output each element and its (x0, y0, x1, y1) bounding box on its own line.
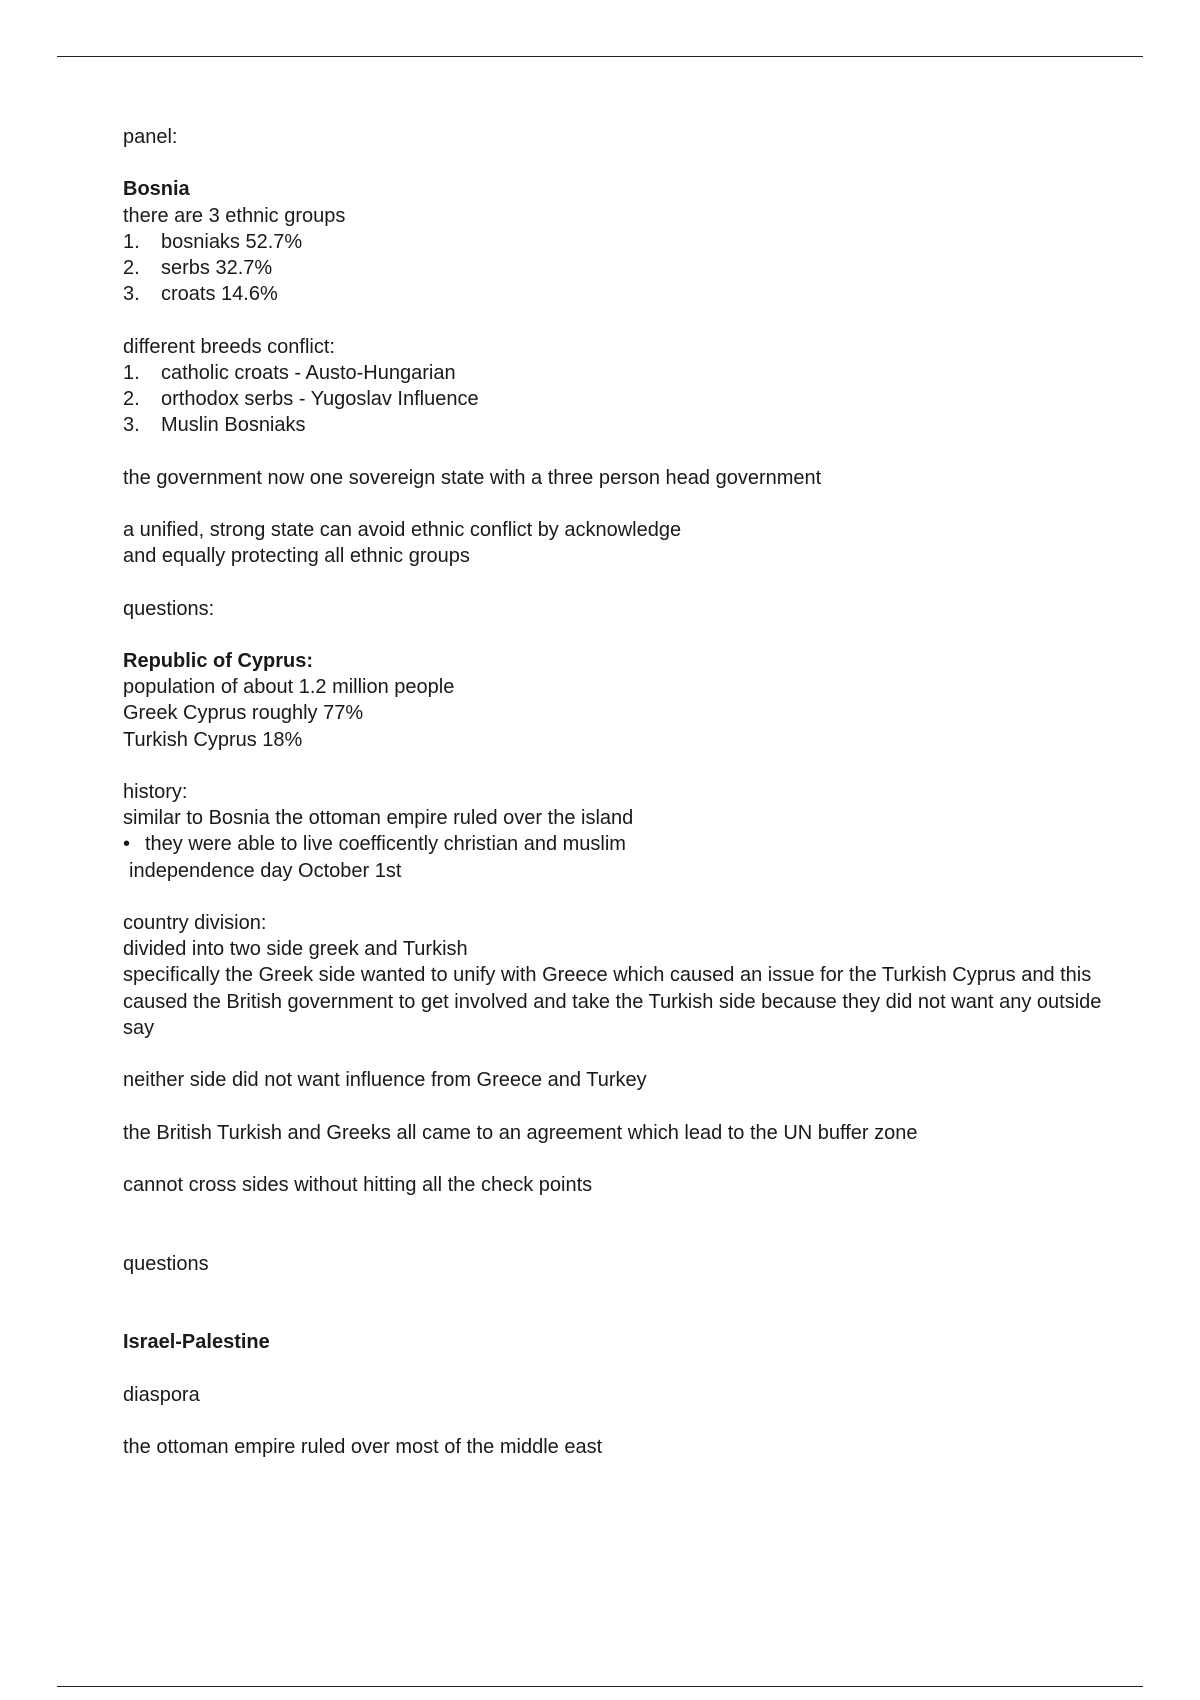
list-item: 2. orthodox serbs - Yugoslav Influence (123, 388, 479, 410)
history-label: history: (123, 780, 188, 803)
bosnia-questions: questions: (123, 597, 215, 620)
list-item: 2. serbs 32.7% (123, 257, 273, 279)
bullet-icon: • (123, 833, 131, 856)
unified-text-2: and equally protecting all ethnic groups (123, 545, 470, 568)
top-rule (57, 56, 1143, 57)
checkpoints-text: cannot cross sides without hitting all the check points (123, 1173, 593, 1196)
panel-label: panel: (123, 126, 178, 148)
division-label: country division: (123, 911, 267, 934)
israel-heading: Israel-Palestine (123, 1331, 270, 1354)
cyprus-turkish: Turkish Cyprus 18% (123, 728, 303, 751)
ottoman-text: the ottoman empire ruled over most of the middle east (123, 1435, 603, 1458)
list-item: 3. Muslin Bosniaks (123, 414, 306, 437)
document-body (123, 124, 1123, 1460)
neither-text: neither side did not want influence from Greece and Turkey (123, 1069, 647, 1092)
cyprus-heading: Republic of Cyprus: (123, 649, 314, 672)
agreement-text: the British Turkish and Greeks all came to an agreement which lead to the UN buffer zone (123, 1121, 918, 1144)
list-item: • they were able to live coefficently christian and muslim (123, 831, 1123, 857)
cyprus-greek: Greek Cyprus roughly 77% (123, 702, 364, 725)
list-item: 3. croats 14.6% (123, 283, 278, 306)
diaspora-text: diaspora (123, 1383, 200, 1406)
bosnia-intro: there are 3 ethnic groups (123, 204, 346, 227)
bosnia-heading: Bosnia (123, 178, 190, 201)
cyprus-questions: questions (123, 1252, 209, 1275)
list-item: 1. bosniaks 52.7% (123, 230, 303, 253)
history-text: similar to Bosnia the ottoman empire ruled over the island (123, 807, 634, 830)
unified-text-1: a unified, strong state can avoid ethnic conflict by acknowledge (123, 518, 682, 541)
division-text-1: divided into two side greek and Turkish (123, 938, 468, 961)
government-text: the government now one sovereign state with a three person head government (123, 466, 822, 489)
list-item: 1. catholic croats - Austo-Hungarian (123, 361, 456, 384)
independence-text: independence day October 1st (129, 859, 402, 882)
division-text-2: specifically the Greek side wanted to unify with Greece which caused an issue for the Turkish Cyprus and this caused the British government to get involved and take the Turkish side because they did not want any outside say (123, 964, 1102, 1039)
cyprus-population: population of about 1.2 million people (123, 676, 455, 699)
bottom-rule (57, 1686, 1143, 1687)
conflict-label: different breeds conflict: (123, 335, 335, 358)
